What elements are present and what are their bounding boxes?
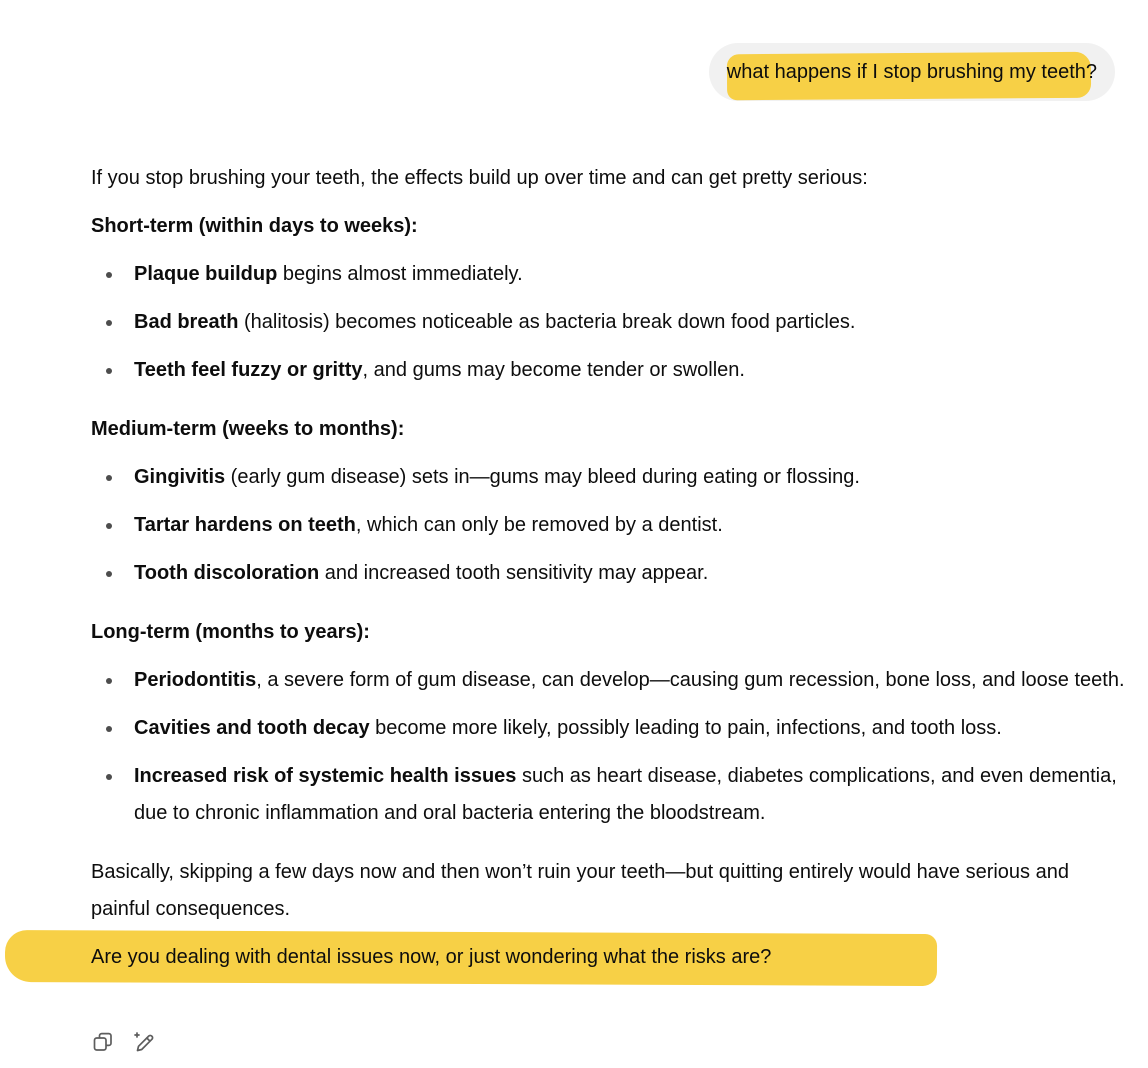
list-item-text: , and gums may become tender or swollen. — [362, 359, 745, 381]
list-item — [91, 710, 1131, 747]
list-item-bold: Plaque buildup — [134, 263, 278, 285]
list-item-bold: Cavities and tooth decay — [134, 717, 370, 739]
list-item-bold: Gingivitis — [134, 466, 226, 488]
message-actions — [91, 1030, 157, 1054]
list-item-text: (early gum disease) sets in—gums may bleed during eating or flossing. — [225, 466, 860, 488]
assistant-closing: Basically, skipping a few days now and then won’t ruin your teeth—but quitting entirely would have serious and painful consequences. — [91, 861, 1069, 920]
list-item — [91, 507, 1131, 544]
copy-icon — [92, 1031, 114, 1053]
list-item-bold: Bad breath — [134, 311, 239, 333]
list-item-text: begins almost immediately. — [277, 263, 523, 285]
list-item — [91, 459, 1131, 496]
section-heading-long-term: Long-term (months to years): — [91, 621, 370, 643]
list-item — [91, 304, 1131, 341]
list-item-text: , a severe form of gum disease, can develop—causing gum recession, bone loss, and loose teeth. — [256, 669, 1125, 691]
copy-button[interactable] — [91, 1030, 115, 1054]
assistant-question-text: Are you dealing with dental issues now, or just wondering what the risks are? — [91, 946, 772, 968]
list-item — [91, 758, 1131, 832]
medium-term-list — [91, 459, 1131, 592]
long-term-list — [91, 662, 1131, 832]
list-item-text: , which can only be removed by a dentist. — [355, 514, 723, 536]
list-item-text: (halitosis) becomes noticeable as bacteria break down food particles. — [238, 311, 856, 333]
list-item — [91, 555, 1131, 592]
assistant-message — [91, 160, 1131, 976]
list-item-bold: Tartar hardens on teeth — [134, 514, 356, 536]
edit-button[interactable] — [133, 1030, 157, 1054]
section-heading-short-term: Short-term (within days to weeks): — [91, 215, 418, 237]
list-item-bold: Teeth feel fuzzy or gritty — [134, 359, 363, 381]
short-term-list — [91, 256, 1131, 389]
list-item-bold: Tooth discoloration — [134, 562, 320, 584]
assistant-intro: If you stop brushing your teeth, the effects build up over time and can get pretty serious: — [91, 167, 868, 189]
list-item-text: become more likely, possibly leading to pain, infections, and tooth loss. — [369, 717, 1002, 739]
list-item — [91, 352, 1131, 389]
edit-sparkle-icon — [133, 1030, 157, 1054]
list-item-text: such as heart disease, diabetes complications, and even dementia, due to chronic inflammation and oral bacteria entering the bloodstream. — [134, 765, 1117, 824]
list-item-bold: Increased risk of systemic health issues — [134, 765, 517, 787]
list-item-bold: Periodontitis — [134, 669, 257, 691]
list-item — [91, 256, 1131, 293]
section-heading-medium-term: Medium-term (weeks to months): — [91, 418, 405, 440]
assistant-question — [91, 939, 1131, 976]
user-message-bubble — [709, 43, 1115, 101]
list-item — [91, 662, 1131, 699]
user-message-text: what happens if I stop brushing my teeth? — [726, 60, 1097, 83]
list-item-text: and increased tooth sensitivity may appear. — [319, 562, 709, 584]
